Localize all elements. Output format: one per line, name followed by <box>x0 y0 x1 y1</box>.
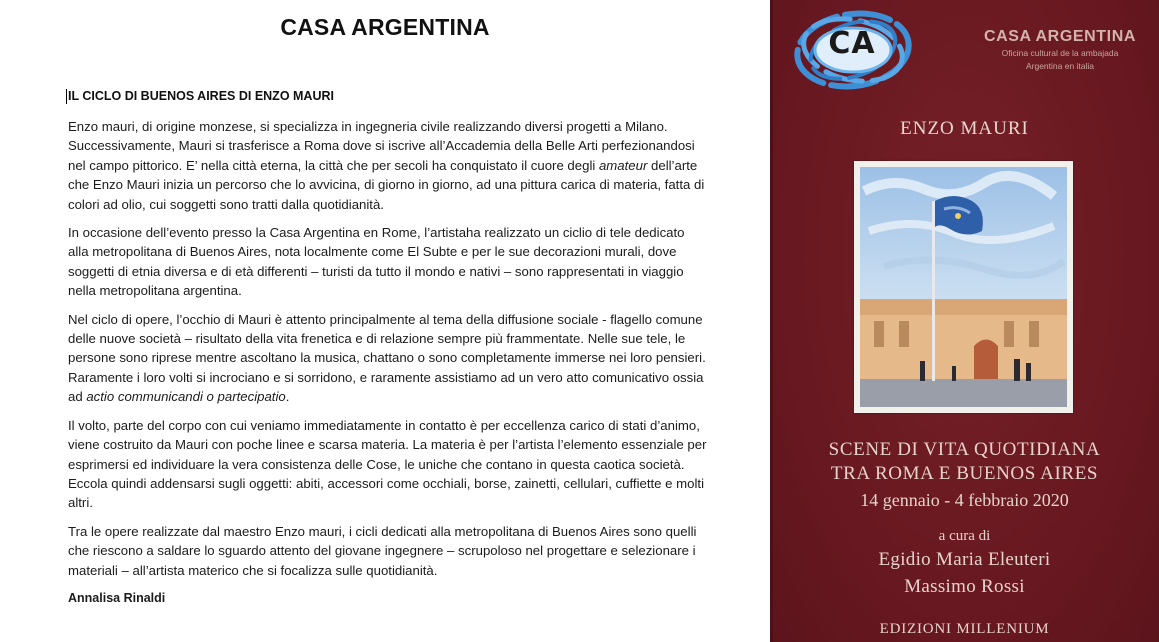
curators-label: a cura di <box>938 528 991 544</box>
exhibition-subtitle <box>770 438 1159 486</box>
organization-subtitle-2: Argentina en italia <box>1025 61 1095 71</box>
paragraph-3: Nel ciclo di opere, l’occhio di Mauri è attento principalmente al tema della diffusione sociale - flagello comune delle nuove società – risultato della vita frenetica e di relazione sempre più frammentate. Nelle sue tele, le persone sono riprese mentre ascoltano la musica, chattano o sono completamente immerse nei loro pensieri. Raramente i loro volti si incrociano e si sorridono, e raramente assistiamo ad un vero atto comunicativo ossia ad actio communicandi o partecipatio. <box>68 311 706 405</box>
exhibition-subtitle-line-2: TRA ROMA E BUENOS AIRES <box>830 463 1099 484</box>
publisher-name: EDIZIONI MILLENIUM <box>879 621 1050 637</box>
document-title: CASA ARGENTINA <box>280 14 490 40</box>
curator-name-1: Egidio Maria Eleuteri <box>878 549 1051 570</box>
organization-name: CASA ARGENTINA <box>983 28 1137 45</box>
paragraph-1: Enzo mauri, di origine monzese, si specializza in ingegneria civile realizzando diversi progetti a Milano. Successivamente, Mauri si trasferisce a Roma dove si iscrive all’Accademia della Belle Arti perfezionandosi nel campo pittorico. E’ nella città eterna, la città che per secoli ha conquistato il cuore degli amateur dell’arte che Enzo Mauri inizia un percorso che lo avvicina, di giorno in giorno, ad una pittura carica di materia, fatta di colori ad olio, cui soggetti sono tratti dalla quotidianità. <box>68 119 705 212</box>
book-cover <box>770 0 1159 642</box>
author-signature: Annalisa Rinaldi <box>68 590 166 605</box>
curator-name-2: Massimo Rossi <box>904 576 1025 597</box>
paragraph-4: Il volto, parte del corpo con cui veniamo immediatamente in contatto è per eccellenza carico di stati d’animo, viene costruito da Mauri con poche linee e scarsa materia. La materia è per l’artista l’elemento essenziale per esprimersi ed individuare la vera consistenza delle Cose, le uniche che contano in questa caotica società. Eccola quindi addensarsi sugli oggetti: abiti, accessori come occhiali, borse, zainetti, cellulari, cuffiette e molti altri. <box>68 417 707 511</box>
artist-name: ENZO MAURI <box>900 118 1029 139</box>
exhibition-subtitle-line-1: SCENE DI VITA QUOTIDIANA <box>828 439 1101 460</box>
paragraph-2: In occasione dell’evento presso la Casa Argentina en Rome, l’artistaha realizzato un ciclio di tele dedicato alla metropolitana di Buenos Aires, nota localmente come El Subte e per le sue decorazioni murali, dove soggetti di etnia diversa e di età differenti – turisti da tutto il mondo e nativi – sono rappresentati in viaggio nella metropolitana argentina. <box>68 225 685 299</box>
cover-painting <box>854 161 1073 413</box>
painting-illustration-icon <box>854 161 1073 413</box>
exhibition-dates: 14 gennaio - 4 febbraio 2020 <box>860 490 1069 510</box>
organization-subtitle-1: Oficina cultural de la ambajada <box>1001 48 1119 58</box>
document-heading: IL CICLO DI BUENOS AIRES DI ENZO MAURI <box>68 89 334 103</box>
curators-block <box>770 526 1159 600</box>
logo-initials: CA <box>828 26 876 61</box>
organization-block <box>970 28 1150 72</box>
document-body <box>68 117 708 608</box>
paragraph-5: Tra le opere realizzate dal maestro Enzo mauri, i cicli dedicati alla metropolitana di Buenos Aires sono quelli che riescono a saldare lo sguardo attento del giovane ingegnere – scrupoloso nel progettare e selezionare i materiali – all’artista materico che si focalizza sulle quotidianità. <box>68 523 697 578</box>
